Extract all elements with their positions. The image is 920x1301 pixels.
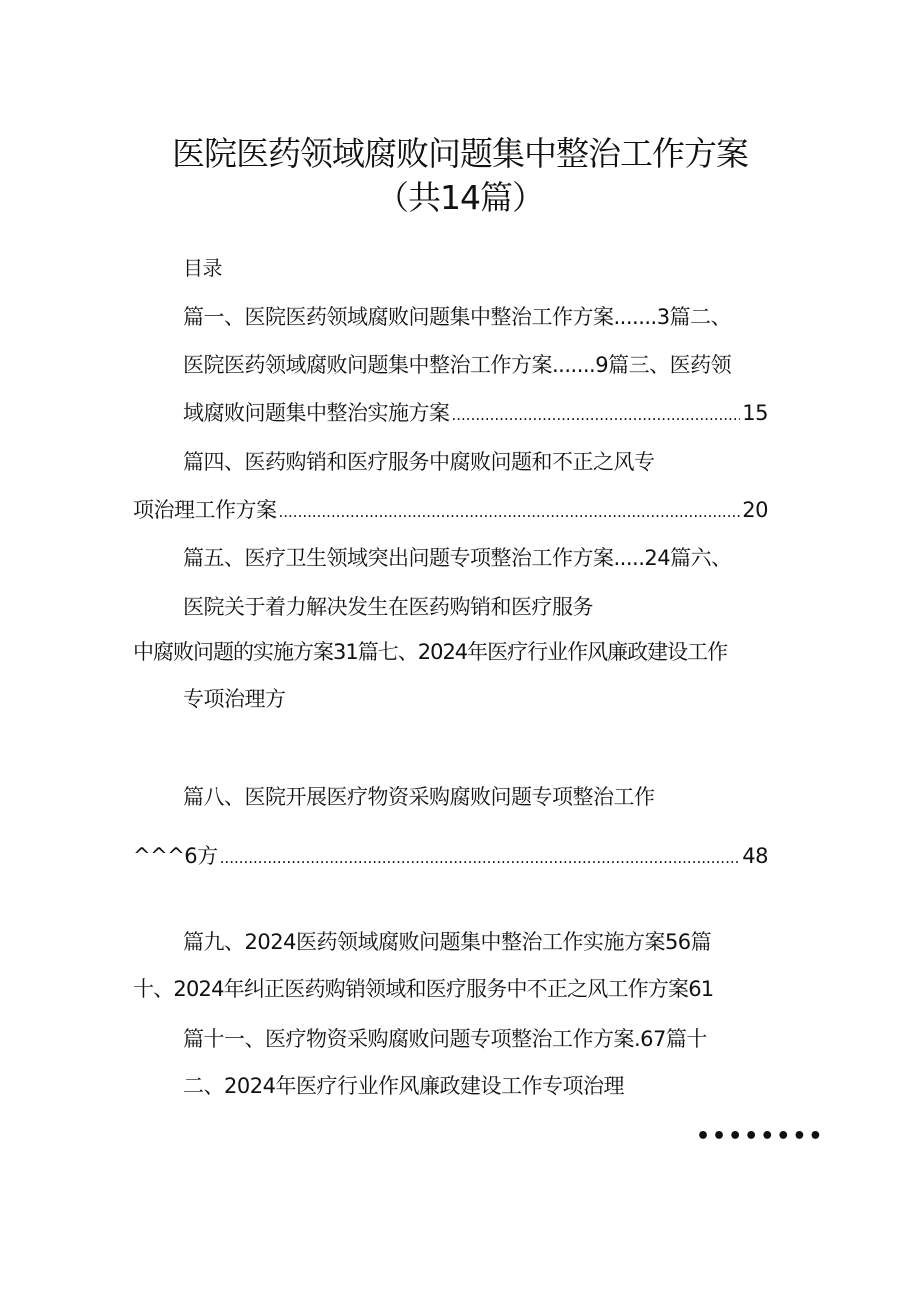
toc-entry-title: 项治理工作方案 bbox=[133, 498, 277, 522]
toc-line: 篇八、医院开展医疗物资采购腐败问题专项整治工作 bbox=[183, 785, 655, 809]
toc-entry bbox=[183, 399, 768, 429]
toc-line: 篇一、医院医药领域腐败问题集中整治工作方案.......3篇二、 bbox=[183, 305, 732, 329]
toc-line: 医院医药领域腐败问题集中整治工作方案.......9篇三、医药领 bbox=[183, 353, 732, 377]
toc-leader-dots bbox=[220, 844, 741, 872]
toc-line: 中腐败问题的实施方案31篇七、2024年医疗行业作风廉政建设工作 bbox=[133, 640, 728, 664]
continuation-dots: •••••••• bbox=[696, 1124, 825, 1149]
toc-page-number: 15 bbox=[742, 401, 768, 425]
toc-heading: 目录 bbox=[183, 256, 222, 280]
toc-line: 专项治理方 bbox=[183, 687, 286, 711]
toc-line: 医院关于着力解决发生在医药购销和医疗服务 bbox=[183, 595, 593, 619]
toc-leader-dots bbox=[452, 401, 741, 429]
document-title: 医院医药领域腐败问题集中整治工作方案 bbox=[172, 134, 748, 173]
toc-line: 篇十一、医疗物资采购腐败问题专项整治工作方案.67篇十 bbox=[183, 1027, 707, 1051]
toc-page-number: 20 bbox=[742, 498, 768, 522]
toc-line: 二、2024年医疗行业作风廉政建设工作专项治理 bbox=[183, 1074, 624, 1098]
toc-entry-title: ^^^6方 bbox=[133, 844, 218, 868]
toc-line: 篇九、2024医药领域腐败问题集中整治工作实施方案56篇 bbox=[183, 930, 712, 954]
toc-line: 十、2024年纠正医药购销领域和医疗服务中不正之风工作方案61 bbox=[133, 977, 714, 1001]
toc-leader-dots bbox=[279, 498, 741, 526]
toc-entry-title: 域腐败问题集中整治实施方案 bbox=[183, 401, 450, 425]
toc-entry bbox=[133, 842, 768, 872]
toc-entry bbox=[133, 496, 768, 526]
toc-page-number: 48 bbox=[742, 844, 768, 868]
document-subtitle: （共14篇） bbox=[376, 178, 544, 217]
toc-line: 篇五、医疗卫生领域突出问题专项整治工作方案.....24篇六、 bbox=[183, 546, 732, 570]
toc-line: 篇四、医药购销和医疗服务中腐败问题和不正之风专 bbox=[183, 450, 655, 474]
